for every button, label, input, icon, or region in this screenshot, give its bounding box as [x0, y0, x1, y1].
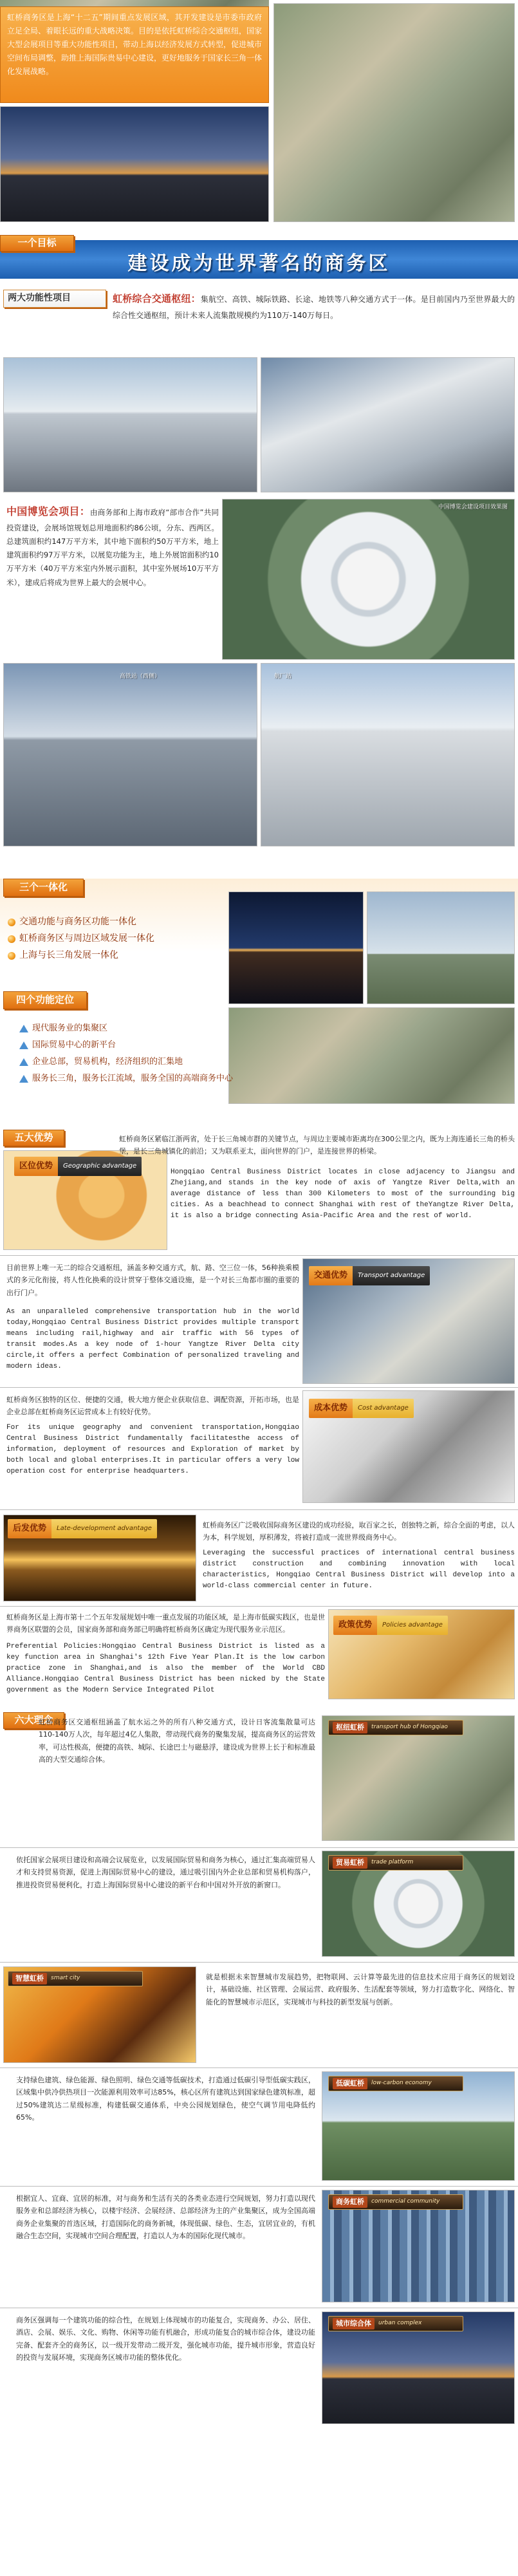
integration-photo-building: [367, 891, 515, 1004]
idea-badge-5: 商务虹桥 commercial community: [328, 2194, 463, 2210]
advantages-tag: 五大优势: [3, 1130, 64, 1146]
hub-name: 虹桥综合交通枢纽：: [113, 293, 201, 304]
hub-photo-interior: [261, 357, 515, 492]
integration-item: 虹桥商务区与周边区域发展一体化: [8, 931, 220, 947]
goal-title: 建设成为世界著名的商务区: [127, 252, 391, 275]
intro-section: [0, 0, 518, 232]
hub-photo-aerial: [3, 357, 257, 492]
positioning-list: [19, 1020, 380, 1087]
blue-triangle-icon: [19, 1041, 28, 1049]
idea-badge-4: 低碳虹桥 low-carbon economy: [328, 2076, 463, 2091]
blue-triangle-icon: [19, 1025, 28, 1032]
expo-photo: [222, 499, 515, 660]
divider: [0, 2067, 518, 2068]
integration-section: [0, 879, 518, 1123]
policy-text-cn: 虹桥商务区是上海市第十二个五年发展规划中唯一重点发展的功能区域，是上海市低碳实践区，也是世界商务区联盟的会员，国家商务部和商务部已明确将虹桥商务区确定为现代服务业示范区。: [6, 1613, 325, 1634]
idea-badge-1: 枢纽虹桥 transport hub of Hongqiao: [328, 1720, 463, 1735]
positioning-item: 现代服务业的集聚区: [19, 1020, 380, 1037]
idea-text-2: 依托国家会展项目建设和高端会议展览业，以发展国际贸易和商务为核心，通过汇集高端贸易人才和支持贸易资源，促进上海国际贸易中心的建设，通过吸引国内外企业总部和贸易机构落户，推进投资贸易便利化，打造上海国际贸易中心建设的新平台和中国对外开放的新窗口。: [16, 1856, 315, 1889]
divider: [0, 1387, 518, 1388]
cost-text-cn: 虹桥商务区独特的区位、便捷的交通，极大地方便企业获取信息、调配资源，开拓市场，也是企业总部在虹桥商务区运营成本上有较好优势。: [6, 1395, 299, 1417]
divider: [0, 1962, 518, 1963]
divider: [0, 1255, 518, 1256]
expo-description: 中国博览会项目：由商务部和上海市政府“部市合作”共同投资建设，会展场馆规划总用地面积约86公顷，分东、西两区。总建筑面积约147万平方米，其中地下面积约50万平方米，地上建筑面积约97万平方米，以展览功能为主，地上外展馆面积约10万平方米（40万平方米室内外展示面积，其中室外展场10万平方米），建成后将成为世界上最大的会展中心。: [6, 505, 219, 587]
station-photo-left: [3, 663, 257, 846]
divider: [0, 1847, 518, 1848]
station-photo-right: [261, 663, 515, 846]
intro-masterplan-photo: [273, 3, 515, 222]
idea-badge-2: 贸易虹桥 trade platform: [328, 1855, 463, 1871]
idea-badge-3: 智慧虹桥 smart city: [8, 1971, 143, 1986]
divider: [0, 1606, 518, 1607]
location-text-cn: 虹桥商务区紧临江浙两省，处于长三角城市群的关键节点，与周边主要城市距离均在300公里之内，既为上海连通长三角的桥头堡，是长三角城镇化的前沿；又为联系亚太，面向世界的门户，是连接世界的桥梁。: [119, 1135, 515, 1156]
divider: [0, 1509, 518, 1510]
expo-photo-caption: 中国博览会建设项目效果图: [438, 504, 508, 510]
blue-triangle-icon: [19, 1058, 28, 1066]
ideas-tag: 六大理念: [3, 1712, 64, 1729]
cost-text-en: For its unique geography and convenient transportation,Hongqiao Central Business District fundamentally facilitatesthe access of information, deployment of resources and Exploration of market by both local and global enterprises.It in particular offers a very low operation cost for enterprise headquarters.: [6, 1424, 299, 1476]
orange-dot-icon: [8, 919, 15, 926]
idea-text-1: 虹桥商务区交通枢纽涵盖了航水运之外的所有八种交通方式，设计日客流集散量可达110-140万人次，每年超过4亿人集散，带动现代商务的聚集发展，提高商务区的运营效率，可达性极高，便捷的高铁、城际、长途巴士与磁悬浮，建设成为世界上长于和标准最高的大型交通综合体。: [39, 1718, 315, 1764]
intro-text-box: [0, 6, 269, 103]
divider: [0, 2186, 518, 2187]
station-caption-right: 航厂站: [274, 673, 292, 680]
intro-text: 虹桥商务区是上海“十二五”期间重点发展区域，其开发建设是市委市政府立足全局、着眼长远的重大战略决策。目的是依托虹桥综合交通枢纽，国家大型会展项目等重大功能性项目，带动上海以经济发展方式转型，促进城市空间布局调整，助推上海国际贵易中心建设，更好地服务于国家长三角一体化发展战略。: [7, 13, 263, 76]
transport-text-cn: 目前世界上唯一无二的综合交通枢纽，涵盖多种交通方式，航、路、空三位一体，56种换乘模式的多元化衔接，将人性化换乘的设计贯穿于整体交通设施，是一个对长三角都市圈的重要的出行门户。: [6, 1264, 299, 1297]
idea-badge-6: 城市综合体 urban complex: [328, 2316, 463, 2331]
positioning-tag: 四个功能定位: [3, 991, 87, 1009]
expo-name: 中国博览会项目：: [6, 505, 90, 518]
idea-text-6: 商务区强调每一个建筑功能的综合性，在规划上体现城市的功能复合，实现商务、办公、居住、酒店、会展、娱乐、文化、购物、休闲等功能有机融合，形成功能复合的城市综合体，建设功能完备、配套齐全的商务区，以一级开发带动二级开发，强化城市功能，提升城市形象，营造良好的投资与发展环境，实现商务区城市功能的整体优化。: [16, 2316, 315, 2362]
ideas-section: [0, 1712, 518, 2576]
idea-text-5: 根据宜人、宜商、宜居的标准，对与商务和生活有关的各类业态进行空间规划，努力打造以现代服务业和总部经济为核心，以楼宇经济、会展经济、总部经济为主的产业集聚区，成为全国高端商务企业集聚的首选区域，打造国际化的商务新城，体现低碳、绿色、生态，宜居宜业的，有机融合生态空间，实现城市空间合理配置，打造以人为本的国际化现代城市。: [16, 2194, 315, 2240]
idea-text-4: 支持绿色建筑、绿色能源、绿色照明、绿色交通等低碳技术，打造通过低碳引导型低碳实践区，区域集中供冷供热项目一次能源利用效率可达85%，核心区所有建筑达到国家绿色建筑标准，超过50%建筑达二星级标准，构建低碳交通体系，中央公园规划绿色，使空气调节用电降低约65%。: [16, 2076, 315, 2122]
intro-night-photo: [0, 106, 269, 222]
policy-badge: 政策优势 Policies advantage: [333, 1616, 448, 1635]
orange-dot-icon: [8, 935, 15, 943]
integration-photo-city: [228, 891, 364, 1004]
location-text-en: Hongqiao Central Business District locates in close adjacency to Jiangsu and Zhejiang,and stands in the key node of axis of Yangtze River Delta,with an average distance of less than 300 Kilometers to most of the surrounding big cities. As a beachhead to connect Shanghai with rest of theYangtze River Delta, it is also a bridge connecting Asia-Pacific Area and the rest of world.: [171, 1168, 515, 1220]
goal-section: [0, 235, 518, 286]
projects-section: [0, 290, 518, 879]
positioning-item: 服务长三角，服务长江流域，服务全国的高端商务中心: [19, 1070, 380, 1087]
blue-triangle-icon: [19, 1075, 28, 1083]
integration-item: 交通功能与商务区功能一体化: [8, 914, 220, 931]
goal-tag: 一个目标: [0, 235, 74, 252]
hub-description: 虹桥综合交通枢纽：集航空、高铁、城际铁路、长途、地铁等八种交通方式于一体。是目前国内乃至世界最大的综合性交通枢纽，预计未来人流集散规模约为110万-140万每日。: [113, 293, 515, 320]
station-caption-left: 高铁站（西侧）: [120, 673, 161, 680]
advantages-section: [0, 1130, 518, 1709]
projects-tag: 两大功能性项目: [3, 290, 106, 308]
integration-list: [8, 914, 220, 964]
cost-badge: 成本优势 Cost advantage: [309, 1399, 414, 1418]
positioning-item: 国际贸易中心的新平台: [19, 1037, 380, 1054]
positioning-item: 企业总部，贸易机构，经济组织的汇集地: [19, 1054, 380, 1070]
late-dev-text-cn: 虹桥商务区广泛吸收国际商务区建设的成功经验，取百家之长，创独特之新，综合全面的考虑，以人为本，科学规划，厚积薄发，将被打造成一流世界级商务中心。: [203, 1521, 515, 1542]
late-dev-badge: 后发优势 Late-development advantage: [8, 1519, 157, 1538]
late-dev-text-en: Leveraging the successful practices of international central business district construction and combining innovation with local characteristics, Hongqiao Central Business District will develop into a world-class commercial center in future.: [203, 1549, 515, 1591]
location-badge: 区位优势 Geographic advantage: [14, 1157, 142, 1176]
transport-text-en: As an unparalleled comprehensive transportation hub in the world today,Hongqiao Central Business District provides multiple transport means including rail,highway and air traffic with 56 types of transit modes.As a key node of 1-hour Yangtze River Delta city circle,it offers a perfect Combination of personalized traveling and modern ideas.: [6, 1308, 299, 1371]
policy-text-en: Preferential Policies:Hongqiao Central Business District is listed as a key function area in Shanghai's 12th Five Year Plan.It is the low carbon practice zone in Shanghai,and is also the member of the World CBD Alliance.Hongqiao Central Business District has been nicked by the State government as the Modern Service Integrated Pilot: [6, 1643, 325, 1695]
idea-text-3: 就是根据未来智慧城市发展趋势，把物联网、云计算等最先进的信息技术应用于商务区的规划设计，基础设施、社区管理、会展运营、政府服务、生活配套等领域，努力打造数字化、网络化、智能化的智慧城市示范区，实现城市与科技的新型发展与创新。: [206, 1973, 515, 2006]
orange-dot-icon: [8, 952, 15, 960]
integration-item: 上海与长三角发展一体化: [8, 947, 220, 964]
transport-badge: 交通优势 Transport advantage: [309, 1266, 430, 1285]
integration-tag: 三个一体化: [3, 879, 84, 897]
